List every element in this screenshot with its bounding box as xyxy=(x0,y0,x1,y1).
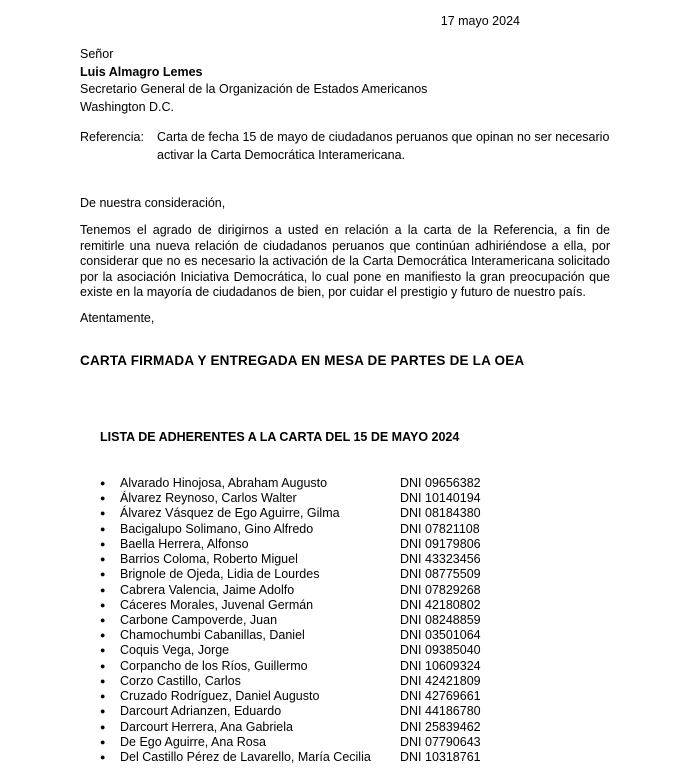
member-name: Alvarado Hinojosa, Abraham Augusto xyxy=(120,476,328,490)
bullet-icon: ● xyxy=(100,554,106,565)
list-item xyxy=(100,491,520,506)
bullet-icon: ● xyxy=(100,721,106,732)
bullet-icon: ● xyxy=(100,645,106,656)
member-dni: DNI 03501064 xyxy=(400,628,481,643)
bullet-icon: ● xyxy=(100,691,106,702)
list-item xyxy=(100,476,520,491)
bullet-icon: ● xyxy=(100,706,106,717)
member-dni: DNI 43323456 xyxy=(400,552,481,567)
salutation: Señor xyxy=(80,47,114,61)
list-item xyxy=(100,598,520,613)
recipient-name: Luis Almagro Lemes xyxy=(80,64,203,79)
member-name: Darcourt Herrera, Ana Gabriela xyxy=(120,719,293,734)
bullet-icon: ● xyxy=(100,508,106,519)
list-item xyxy=(100,522,520,537)
member-dni: DNI 42769661 xyxy=(400,689,481,704)
bullet-icon: ● xyxy=(100,478,106,488)
member-name: Baella Herrera, Alfonso xyxy=(120,536,249,551)
list-item xyxy=(100,735,520,750)
list-item xyxy=(100,674,520,689)
member-name: Cáceres Morales, Juvenal Germán xyxy=(120,597,314,612)
bullet-icon: ● xyxy=(100,523,106,534)
list-item xyxy=(100,643,520,658)
recipient-block xyxy=(80,46,427,116)
bullet-icon: ● xyxy=(100,751,106,762)
list-item xyxy=(100,567,520,582)
list-item xyxy=(100,659,520,674)
member-name: Corzo Castillo, Carlos xyxy=(120,673,241,688)
member-dni: DNI 10140194 xyxy=(400,491,481,506)
member-dni: DNI 08184380 xyxy=(400,506,481,521)
closing: Atentamente, xyxy=(80,311,155,325)
member-dni: DNI 07821108 xyxy=(400,521,480,536)
member-name: Cruzado Rodríguez, Daniel Augusto xyxy=(120,689,320,704)
greeting: De nuestra consideración, xyxy=(80,196,226,210)
bullet-icon: ● xyxy=(100,614,106,625)
list-item xyxy=(100,704,520,719)
member-dni: DNI 10609324 xyxy=(400,658,481,673)
list-item xyxy=(100,552,520,567)
member-dni: DNI 09179806 xyxy=(400,536,481,551)
bullet-icon: ● xyxy=(100,569,106,580)
member-name: Bacigalupo Solimano, Gino Alfredo xyxy=(120,521,314,536)
bullet-icon: ● xyxy=(100,538,106,549)
delivery-note: CARTA FIRMADA Y ENTREGADA EN MESA DE PARTES DE LA OEA xyxy=(80,353,525,368)
bullet-icon: ● xyxy=(100,599,106,610)
member-name: Chamochumbi Cabanillas, Daniel xyxy=(120,628,305,643)
member-dni: DNI 08248859 xyxy=(400,612,481,627)
bullet-icon: ● xyxy=(100,630,106,641)
member-dni: DNI 09385040 xyxy=(400,643,481,658)
reference-text: Carta de fecha 15 de mayo de ciudadanos peruanos que opinan no ser necesario activar la Carta Democrática Interamericana. xyxy=(157,130,610,162)
member-name: Brignole de Ojeda, Lidia de Lourdes xyxy=(120,567,320,582)
bullet-icon: ● xyxy=(100,660,106,671)
reference-block xyxy=(80,129,612,164)
member-name: Cabrera Valencia, Jaime Adolfo xyxy=(120,582,295,597)
recipient-city: Washington D.C. xyxy=(80,99,175,114)
member-dni: DNI 08775509 xyxy=(400,567,481,582)
list-item xyxy=(100,720,520,735)
body-paragraph: Tenemos el agrado de dirigirnos a usted en relación a la carta de la Referencia, a fin de remitirle una nueva relación de ciudadanos peruanos que continúan adhiriéndose a ella, por considerar que no es necesario la activación de la Carta Democrática Interamericana solicitado por la asociación Iniciativa Democrática, lo cual pone en manifiesto la gran preocupación que existe en la mayoría de ciudadanos de bien, por cuidar el prestigio y futuro de nuestro país. xyxy=(80,223,610,299)
list-item xyxy=(100,583,520,598)
member-name: Carbone Campoverde, Juan xyxy=(120,612,278,627)
bullet-icon: ● xyxy=(100,675,106,686)
bullet-icon: ● xyxy=(100,493,106,504)
reference-label: Referencia: xyxy=(80,130,144,144)
list-item xyxy=(100,689,520,704)
list-item xyxy=(100,537,520,552)
bullet-icon: ● xyxy=(100,584,106,595)
member-dni: DNI 09656382 xyxy=(400,476,481,490)
bullet-icon: ● xyxy=(100,736,106,747)
member-dni: DNI 07829268 xyxy=(400,582,481,597)
list-item xyxy=(100,628,520,643)
list-title: LISTA DE ADHERENTES A LA CARTA DEL 15 DE MAYO 2024 xyxy=(100,430,460,444)
member-name: Del Castillo Pérez de Lavarello, María Cecilia xyxy=(120,749,371,764)
member-name: Álvarez Vásquez de Ego Aguirre, Gilma xyxy=(120,506,340,521)
recipient-title: Secretario General de la Organización de Estados Americanos xyxy=(80,82,428,96)
member-name: Coquis Vega, Jorge xyxy=(120,643,230,658)
member-name: Corpancho de los Ríos, Guillermo xyxy=(120,658,308,673)
member-dni: DNI 42421809 xyxy=(400,673,481,688)
member-name: De Ego Aguirre, Ana Rosa xyxy=(120,734,266,749)
letter-date: 17 mayo 2024 xyxy=(440,14,520,28)
member-name: Álvarez Reynoso, Carlos Walter xyxy=(120,491,297,506)
list-item xyxy=(100,613,520,628)
member-name: Darcourt Adrianzen, Eduardo xyxy=(120,704,282,719)
member-name: Barrios Coloma, Roberto Miguel xyxy=(120,552,298,567)
member-dni: DNI 44186780 xyxy=(400,704,481,719)
member-dni: DNI 42180802 xyxy=(400,597,481,612)
member-dni: DNI 07790643 xyxy=(400,734,481,749)
list-item xyxy=(100,506,520,521)
member-dni: DNI 25839462 xyxy=(400,719,481,734)
list-item xyxy=(100,750,520,765)
adherents-list xyxy=(100,476,520,765)
member-dni: DNI 10318761 xyxy=(400,749,481,764)
